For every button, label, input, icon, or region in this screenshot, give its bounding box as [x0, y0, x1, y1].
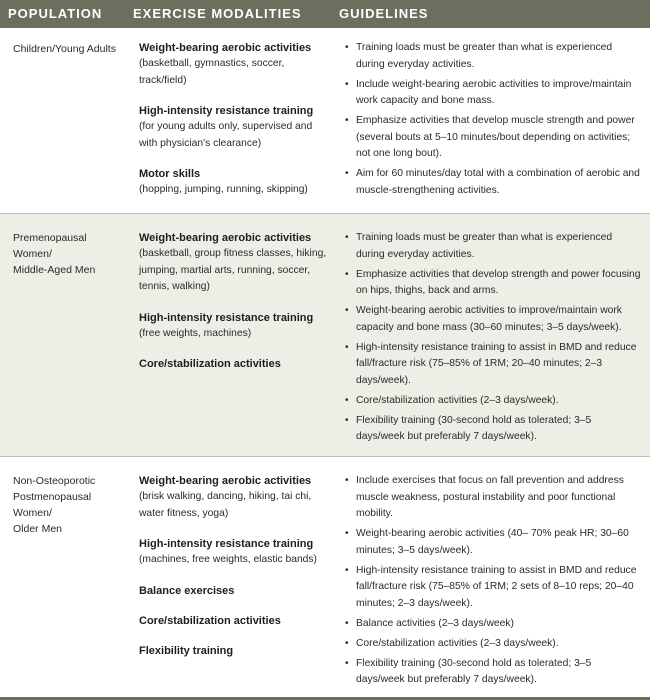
- guideline-text: Emphasize activities that develop strength and power focusing on hips, thighs, back and arms.: [356, 268, 641, 296]
- table-row-premenopausal: [0, 213, 650, 457]
- guideline-text: Weight-bearing aerobic activities (40– 70% peak HR; 30–60 minutes; 3–5 days/week).: [356, 528, 629, 556]
- guideline-text: Include exercises that focus on fall prevention and address muscle weakness, postural instability and poor functional mobility.: [356, 475, 624, 519]
- bullet-icon: •: [345, 617, 349, 629]
- guideline-text: Flexibility training (30-second hold as tolerated; 3–5 days/week but preferably 7 days/week).: [356, 657, 592, 685]
- guideline-text: Core/stabilization activities (2–3 days/week).: [356, 394, 559, 406]
- bullet-icon: •: [345, 168, 349, 179]
- bullet-icon: •: [345, 657, 349, 669]
- population-line: Children/Young Adults: [13, 43, 116, 55]
- guideline-item: [345, 413, 641, 446]
- guideline-item: [345, 340, 641, 390]
- modality-title: Core/stabilization activities: [139, 358, 281, 370]
- guideline-item: [345, 267, 641, 300]
- guideline-item: [345, 40, 641, 73]
- modality-item: [139, 613, 329, 629]
- guideline-item: [345, 77, 641, 110]
- modality-title: Flexibility training: [139, 644, 234, 657]
- modality-item: [139, 103, 329, 152]
- header-guidelines: GUIDELINES: [339, 6, 429, 21]
- guidelines-cell: [345, 473, 641, 692]
- guideline-text: High-intensity resistance training to assist in BMD and reduce fall/fracture risk (75–85% of 1RM; 20–40 minutes; 2–3 days/week).: [356, 341, 637, 386]
- guideline-text: Core/stabilization activities (2–3 days/week).: [356, 637, 559, 649]
- guideline-text: Training loads must be greater than what is experienced during everyday activities.: [356, 232, 613, 260]
- modality-detail: (for young adults only, supervised and with physician's clearance): [139, 121, 313, 149]
- population-line: Premenopausal: [13, 232, 87, 244]
- modality-title: Weight-bearing aerobic activities: [139, 42, 312, 54]
- guideline-item: [345, 303, 641, 336]
- guideline-text: Weight-bearing aerobic activities to improve/maintain work capacity and bone mass (30–60 minutes; 3–5 days/week).: [356, 305, 622, 333]
- population-line: Postmenopausal: [13, 491, 92, 503]
- guideline-item: [345, 563, 641, 613]
- modality-title: Weight-bearing aerobic activities: [139, 475, 312, 487]
- modality-title: Balance exercises: [139, 584, 235, 597]
- guideline-text: High-intensity resistance training to assist in BMD and reduce fall/fracture risk (75–85% of 1RM; 2 sets of 8–10 reps; 20–40 minutes; 2–3 days/week).: [356, 564, 637, 609]
- bullet-icon: •: [345, 115, 349, 126]
- guideline-item: [345, 526, 641, 559]
- modalities-cell: [139, 230, 329, 386]
- modality-item: [139, 230, 329, 296]
- guideline-text: Flexibility training (30-second hold as tolerated; 3–5 days/week but preferably 7 days/week).: [356, 414, 592, 442]
- modality-item: [139, 583, 329, 599]
- guideline-text: Aim for 60 minutes/day total with a combination of aerobic and muscle-strengthening activities.: [356, 168, 640, 196]
- guideline-text: Emphasize activities that develop muscle strength and power (several bouts at 5–10 minutes/bout depending on activities; not one long bout).: [356, 115, 635, 159]
- population-line: Women/: [13, 248, 52, 260]
- table-row-postmenopausal: [0, 456, 650, 700]
- modality-detail: (free weights, machines): [139, 327, 252, 339]
- population-line: Non-Osteoporotic: [13, 475, 96, 487]
- guideline-item: [345, 393, 641, 410]
- modality-title: Motor skills: [139, 168, 201, 180]
- bullet-icon: •: [345, 341, 349, 353]
- modality-title: High-intensity resistance training: [139, 538, 314, 550]
- header-modalities: EXERCISE MODALITIES: [133, 6, 302, 21]
- bullet-icon: •: [345, 232, 349, 243]
- guideline-text: Include weight-bearing aerobic activities to improve/maintain work capacity and bone mass.: [356, 78, 632, 106]
- modality-title: High-intensity resistance training: [139, 311, 314, 324]
- guidelines-cell: [345, 230, 641, 449]
- guideline-item: [345, 230, 641, 263]
- population-line: Middle-Aged Men: [13, 264, 96, 276]
- guideline-item: [345, 636, 641, 653]
- bullet-icon: •: [345, 78, 349, 90]
- modality-item: [139, 536, 329, 569]
- modality-title: Weight-bearing aerobic activities: [139, 232, 312, 244]
- bullet-icon: •: [345, 42, 349, 53]
- modality-item: [139, 310, 329, 343]
- population-line: Women/: [13, 507, 52, 519]
- bullet-icon: •: [345, 637, 349, 649]
- guideline-item: [345, 656, 641, 689]
- modalities-cell: [139, 473, 329, 673]
- modality-detail: (machines, free weights, elastic bands): [139, 554, 317, 565]
- table-header: [0, 0, 650, 28]
- guideline-text: Balance activities (2–3 days/week): [356, 617, 514, 629]
- population-cell: [13, 473, 123, 537]
- modality-detail: (brisk walking, dancing, hiking, tai chi, water fitness, yoga): [139, 491, 312, 519]
- bullet-icon: •: [345, 305, 349, 316]
- guideline-item: [345, 473, 641, 523]
- modality-item: [139, 643, 329, 659]
- bullet-icon: •: [345, 528, 349, 539]
- bullet-icon: •: [345, 394, 349, 406]
- guideline-item: [345, 616, 641, 633]
- modality-title: Core/stabilization activities: [139, 614, 281, 627]
- population-cell: [13, 41, 123, 57]
- guideline-item: [345, 166, 641, 199]
- modality-detail: (basketball, group fitness classes, hiking, jumping, martial arts, running, soccer, tennis, walking): [139, 248, 327, 292]
- modality-detail: (hopping, jumping, running, skipping): [139, 184, 308, 195]
- guidelines-cell: [345, 40, 641, 203]
- modality-item: [139, 40, 329, 89]
- modalities-cell: [139, 40, 329, 213]
- bullet-icon: •: [345, 475, 349, 486]
- table-row-children: [0, 28, 650, 213]
- modality-item: [139, 166, 329, 199]
- guideline-item: [345, 113, 641, 163]
- bullet-icon: •: [345, 268, 349, 280]
- modality-item: [139, 356, 329, 372]
- header-population: POPULATION: [8, 6, 103, 21]
- modality-item: [139, 473, 329, 522]
- bullet-icon: •: [345, 414, 349, 426]
- population-cell: [13, 230, 123, 278]
- bullet-icon: •: [345, 564, 349, 576]
- modality-detail: (basketball, gymnastics, soccer, track/field): [139, 58, 285, 86]
- modality-title: High-intensity resistance training: [139, 105, 314, 117]
- guideline-text: Training loads must be greater than what is experienced during everyday activities.: [356, 42, 613, 70]
- population-line: Older Men: [13, 523, 63, 535]
